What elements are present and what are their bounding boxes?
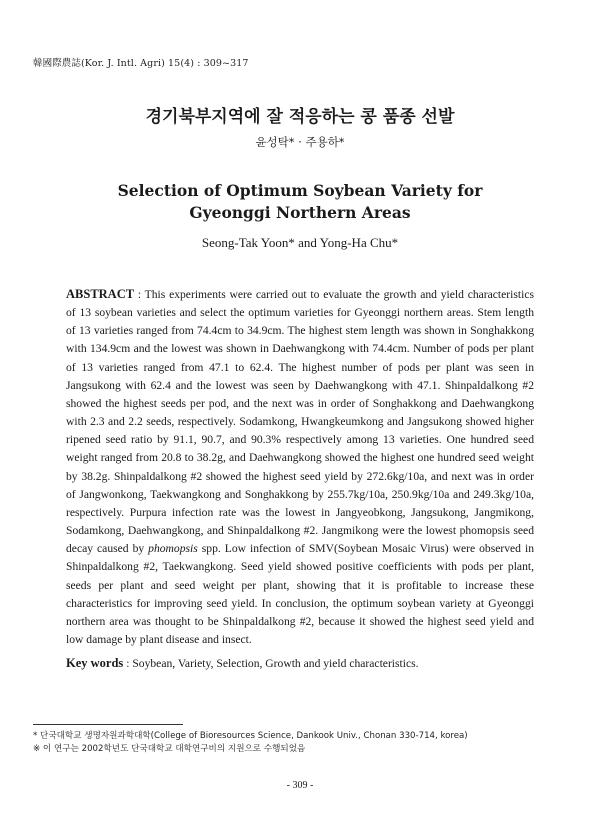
abstract-label: ABSTRACT [66, 287, 135, 301]
english-title-line-2: Gyeonggi Northern Areas [189, 203, 411, 222]
footnote-funding: ※ 이 연구는 2002학년도 단국대학교 대학연구비의 지원으로 수행되었음 [33, 744, 306, 754]
korean-title: 경기북부지역에 잘 적응하는 콩 품종 선발 [145, 107, 455, 127]
footnote-affiliation: * 단국대학교 생명자원과학대학(College of Bioresources Science, Dankook Univ., Chonan 330-714, korea) [33, 731, 468, 741]
journal-header: 韓國際農誌(Kor. J. Intl. Agri) 15(4) : 309~317 [33, 58, 249, 69]
keywords [66, 656, 534, 671]
abstract-separator: : [134, 288, 145, 301]
abstract [66, 285, 534, 649]
english-title [0, 180, 600, 224]
keywords-text: Soybean, Variety, Selection, Growth and yield characteristics. [132, 657, 419, 670]
english-title-line-1: Selection of Optimum Soybean Variety for [117, 181, 483, 200]
footnote-divider [33, 724, 183, 725]
abstract-text-part-2: spp. Low infection of SMV(Soybean Mosaic Virus) were observed in Shinpaldalkong #2, Taekwangkong. Seed yield showed positive coefficients with pods per plant, seeds per plant and seed weight per plant, showing that it is profitable to increase these characteristics for improving seed yield. In conclusion, the optimum soybean variety at Gyeonggi northern area was thought to be Shinpaldalkong #2, because it showed the highest seed yield and low damage by plant disease and insect. [66, 542, 534, 646]
abstract-italic-term: phomopsis [148, 542, 198, 556]
page-number: - 309 - [286, 780, 314, 791]
abstract-text-part-1: This experiments were carried out to evaluate the growth and yield characteristics of 13 soybean varieties and select the optimum varieties for Gyeonggi northern areas. Stem length of 13 varieties ranged from 74.4cm to 34.9cm. The highest stem length was shown in Songhakkong with 134.9cm and the lowest was shown in Daehwangkong with 74.4cm. Number of pods per plant of 13 varieties ranged from 47.1 to 62.4. The highest number of pods per plant was seen in Jangsukong with 62.4 and the lowest was seen by Daehwangkong with 47.1. Shinpaldalkong #2 showed the highest seeds per pod, and the next was in order of Songhakkong and Daehwangkong with 2.3 and 2.2 seeds, respectively. Sodamkong, Hwangkeumkong and Jangsukong showed higher ripened seed ratio by 91.1, 90.7, and 90.3% respectively among 13 varieties. One hundred seed weight ranged from 20.8 to 38.2g, and Daehwangkong showed the highest one hundred seed weight by 38.2g. Shinpaldalkong #2 showed the highest seed yield by 272.6kg/10a, and next was in order of Jangwonkong, Taekwangkong and Songhakkong by 255.7kg/10a, 250.9kg/10a and 249.3kg/10a, respectively. Purpura infection rate was the lowest in Jangyeobkong, Jangsukong, Jangmikong, Sodamkong, Daehwangkong, and Shinpaldalkong #2. Jangmikong were the lowest phomopsis seed decay caused by [66, 288, 534, 556]
keywords-separator: : [123, 657, 133, 670]
english-authors: Seong-Tak Yoon* and Yong-Ha Chu* [201, 235, 399, 250]
korean-authors: 윤성탁* · 주용하* [255, 135, 345, 149]
keywords-label: Key words [66, 656, 124, 670]
